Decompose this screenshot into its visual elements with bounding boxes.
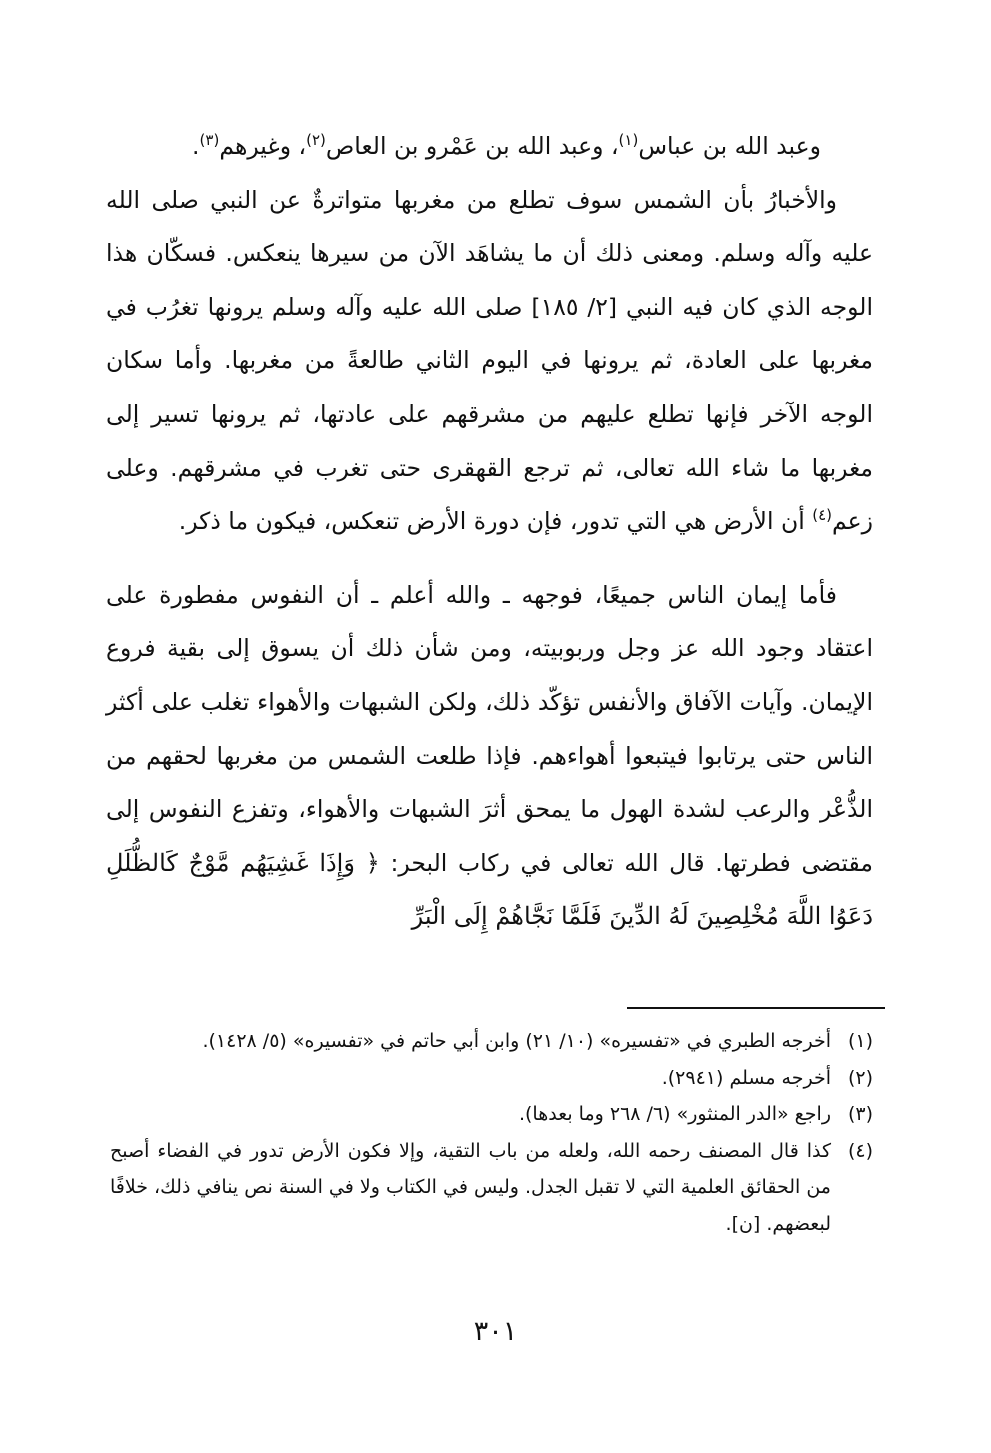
footnote-text: راجع «الدر المنثور» (٦/ ٢٦٨ وما بعدها). [518, 1103, 831, 1125]
footnote-number: (٢) [847, 1066, 873, 1089]
footnote-1 [110, 1023, 873, 1060]
footnote-3 [110, 1096, 873, 1133]
p1-segment-3: ، وغيرهم [219, 132, 307, 160]
footnote-text: كذا قال المصنف رحمه الله، ولعله من باب التقية، وإلا فكون الأرض تدور في الفضاء أصبح من الحقائق العلمية التي لا تقبل الجدل. وليس في الكتاب ولا في السنة نص ينافي ذلك، خلافًا لبعضهم. [ن]. [110, 1139, 831, 1235]
p1-segment-2: ، وعبد الله بن عَمْرو بن العاص [325, 132, 619, 160]
p3-text: فأما إيمان الناس جميعًا، فوجهه ـ والله أعلم ـ أن النفوس مفطورة على اعتقاد وجود الله عز وجل وربوبيته، ومن شأن ذلك أن يسوق إلى بقية فروع الإيمان. وآيات الآفاق والأنفس تؤكّد ذلك، ولكن الشبهات والأهواء تغلب على أكثر الناس حتى يرتابوا فيتبعوا أهواءهم. فإذا طلعت الشمس من مغربها لحقهم من الذُّعْر والرعب لشدة الهول ما يمحق أثرَ الشبهات والأهواء، وتفزع النفوس إلى مقتضى فطرتها. قال الله تعالى في ركاب البحر: [106, 580, 873, 877]
footnote-ref-1: (١) [618, 131, 639, 149]
footnote-ref-2: (٢) [306, 131, 326, 149]
p2-text-end: أن الأرض هي التي تدور، فإن دورة الأرض تنعكس، فيكون ما ذكر. [178, 507, 813, 536]
p1-segment-4: . [192, 132, 200, 160]
footnote-number: (٣) [847, 1103, 873, 1125]
footnote-4 [110, 1133, 873, 1243]
paragraph-1 [106, 120, 873, 174]
footnote-2 [110, 1060, 873, 1097]
page-number: ٣٠١ [473, 1316, 518, 1347]
p1-segment-1: وعبد الله بن عباس [638, 132, 821, 160]
footnote-text: أخرجه مسلم (٢٩٤١). [661, 1066, 831, 1089]
footnote-separator [627, 1007, 885, 1009]
quran-verse: ﴿ وَإِذَا غَشِيَهُم مَّوْجٌ كَالظُّلَلِ دَعَوُا اللَّهَ مُخْلِصِينَ لَهُ الدِّينَ فَلَمَّا نَجَّاهُمْ إِلَى الْبَرِّ [106, 848, 873, 931]
footnote-number: (٤) [847, 1139, 873, 1162]
footnotes [110, 1023, 873, 1242]
p2-text: والأخبارُ بأن الشمس سوف تطلع من مغربها متواترةٌ عن النبي صلى الله عليه وآله وسلم. ومعنى ذلك أن ما يشاهَد الآن من سيرها ينعكس. فسكّان هذا الوجه الذي كان فيه النبي [٢/ ١٨٥] صلى الله عليه وآله وسلم يرونها تغرُب في مغربها على العادة، ثم يرونها في اليوم الثاني طالعةً من مغربها. وأما سكان الوجه الآخر فإنها تطلع عليهم من مشرقهم على عادتها، ثم يرونها تسير إلى مغربها ما شاء الله تعالى، ثم ترجع القهقرى حتى تغرب في مشرقهم. وعلى زعم [106, 185, 873, 536]
footnote-text: أخرجه الطبري في «تفسيره» (١٠/ ٢١) وابن أبي حاتم في «تفسيره» (٥/ ١٤٢٨). [202, 1030, 831, 1052]
footnote-number: (١) [847, 1030, 873, 1052]
main-text [106, 120, 873, 944]
paragraph-3 [106, 569, 873, 944]
footnote-ref-3: (٣) [199, 131, 220, 149]
paragraph-2 [106, 174, 873, 549]
footnote-ref-4: (٤) [812, 506, 832, 525]
